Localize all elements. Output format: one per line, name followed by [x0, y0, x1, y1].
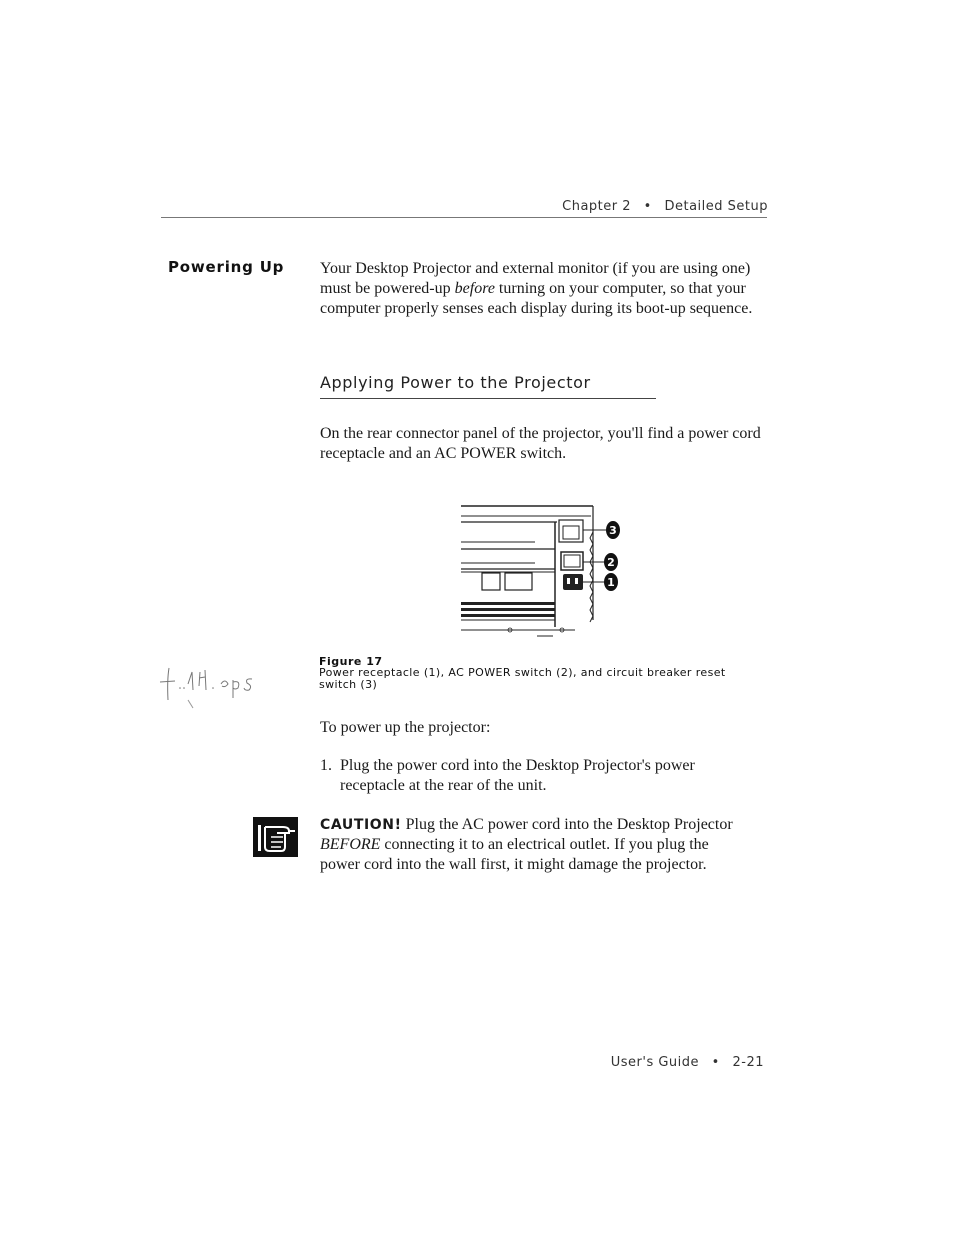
callout-2-label: 2: [607, 556, 615, 569]
footer-bullet: •: [711, 1055, 720, 1070]
caution-hand-icon: [253, 817, 298, 857]
procedure-intro: To power up the projector:: [320, 719, 491, 736]
caution-text-before: Plug the AC power cord into the Desktop Projector: [401, 816, 733, 833]
callout-1: [604, 573, 618, 591]
intro-paragraph: [320, 259, 760, 319]
caution-paragraph: [320, 815, 750, 875]
running-footer: [470, 1055, 764, 1070]
caution-text-after: connecting it to an electrical outlet. If you plug the power cord into the wall first, it might damage the projector.: [320, 836, 709, 873]
caution-text-emphasis: BEFORE: [320, 836, 381, 853]
intro-text-emphasis: before: [454, 280, 495, 297]
caution-label: CAUTION!: [320, 817, 402, 833]
handwritten-note-drawing: [155, 660, 275, 720]
header-rule: [161, 217, 767, 218]
figure-caption: Power receptacle (1), AC POWER switch (2), and circuit breaker reset switch (3): [319, 666, 726, 691]
callout-3-label: 3: [609, 524, 617, 537]
page-number: 2-21: [732, 1055, 764, 1070]
header-bullet: •: [643, 199, 652, 214]
section-title: Powering Up: [168, 258, 285, 276]
intro-text-before: Your Desktop Projector and external monitor (if you are using one) must be powered-up: [320, 260, 751, 297]
header-section: Detailed Setup: [664, 199, 768, 214]
subsection-paragraph: On the rear connector panel of the projector, you'll find a power cord receptacle and an AC POWER switch.: [320, 425, 761, 462]
intro-text-after: turning on your computer, so that your computer properly senses each display during its boot-up sequence.: [320, 280, 753, 317]
rear-panel-illustration: [455, 502, 635, 647]
subsection-title: Applying Power to the Projector: [320, 373, 591, 392]
callout-2: [604, 553, 618, 571]
handwritten-note: [155, 660, 275, 720]
figure-label: Figure 17: [319, 655, 383, 668]
step-1-text: Plug the power cord into the Desktop Projector's power receptacle at the rear of the unit.: [340, 757, 695, 794]
subsection-rule: [320, 398, 656, 399]
callout-3: [606, 521, 620, 539]
header-chapter: Chapter 2: [562, 199, 632, 214]
callout-1-label: 1: [607, 576, 615, 589]
footer-book: User's Guide: [610, 1055, 700, 1070]
running-header: [470, 199, 768, 214]
step-1-number: 1.: [320, 757, 332, 774]
